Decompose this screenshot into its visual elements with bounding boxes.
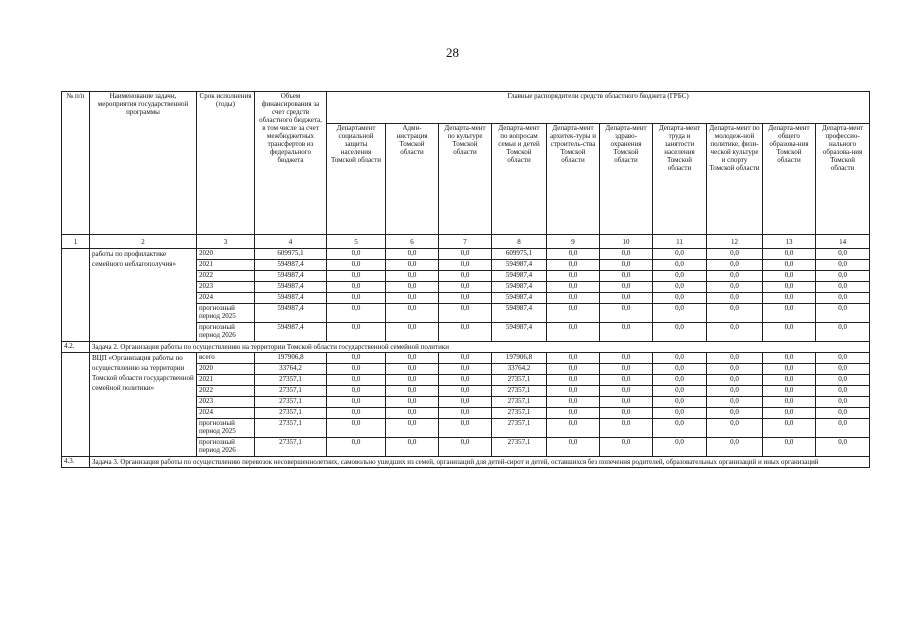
grbs-value-cell: 0,0 [653,293,707,304]
grbs-value-cell: 0,0 [653,304,707,323]
column-number: 12 [707,235,763,249]
column-number: 2 [90,235,197,249]
grbs-value-cell: 0,0 [600,293,653,304]
term-cell: 2023 [197,282,255,293]
grbs-value-cell: 0,0 [707,419,763,438]
term-cell: 2022 [197,386,255,397]
grbs-value-cell: 0,0 [439,260,492,271]
header-term: Срок исполнения (годы) [197,92,255,235]
total-cell: 27357,1 [255,397,327,408]
grbs-value-cell: 0,0 [816,293,870,304]
column-number: 10 [600,235,653,249]
grbs-value-cell: 0,0 [653,353,707,364]
grbs-value-cell: 0,0 [763,408,816,419]
grbs-value-cell: 0,0 [707,293,763,304]
grbs-value-cell: 0,0 [816,353,870,364]
header-total: Объем финансирования за счет средств областного бюджета, в том числе за счет межбюджетных трансфертов из федерального бюджета [255,92,327,235]
grbs-value-cell: 594987,4 [492,323,547,342]
grbs-value-cell: 0,0 [707,304,763,323]
grbs-value-cell: 0,0 [816,271,870,282]
grbs-value-cell: 27357,1 [492,419,547,438]
grbs-value-cell: 0,0 [653,408,707,419]
column-number: 7 [439,235,492,249]
grbs-value-cell: 0,0 [653,364,707,375]
grbs-value-cell: 0,0 [763,353,816,364]
grbs-value-cell: 0,0 [547,397,600,408]
column-number: 1 [62,235,90,249]
grbs-value-cell: 0,0 [386,260,439,271]
term-cell: 2021 [197,260,255,271]
term-cell: прогнозный период 2026 [197,323,255,342]
total-cell: 609975,1 [255,249,327,260]
grbs-value-cell: 0,0 [439,386,492,397]
grbs-value-cell: 0,0 [439,353,492,364]
grbs-value-cell: 0,0 [763,293,816,304]
total-cell: 27357,1 [255,408,327,419]
grbs-value-cell: 0,0 [327,293,386,304]
grbs-value-cell: 0,0 [386,282,439,293]
grbs-value-cell: 0,0 [816,323,870,342]
term-cell: прогнозный период 2026 [197,438,255,457]
grbs-value-cell: 0,0 [763,375,816,386]
header-name: Наименование задачи, мероприятия государственной программы [90,92,197,235]
budget-table [61,91,870,468]
total-cell: 27357,1 [255,375,327,386]
grbs-value-cell: 0,0 [439,282,492,293]
term-cell: 2022 [197,271,255,282]
grbs-value-cell: 0,0 [600,323,653,342]
grbs-value-cell: 0,0 [439,271,492,282]
grbs-value-cell: 0,0 [327,271,386,282]
grbs-value-cell: 0,0 [386,353,439,364]
grbs-value-cell: 0,0 [439,304,492,323]
grbs-value-cell: 0,0 [547,293,600,304]
grbs-value-cell: 0,0 [547,386,600,397]
measure-name: работы по профилактике семейного неблагополучия» [90,249,197,342]
grbs-value-cell: 0,0 [653,282,707,293]
grbs-value-cell: 0,0 [707,386,763,397]
column-number: 4 [255,235,327,249]
grbs-value-cell: 0,0 [600,304,653,323]
header-no: № п/п [62,92,90,235]
total-cell: 594987,4 [255,293,327,304]
grbs-value-cell: 27357,1 [492,375,547,386]
task-text: Задача 2. Организация работы по осуществлению на территории Томской области государственной семейной политики [90,342,870,353]
column-number: 13 [763,235,816,249]
grbs-value-cell: 0,0 [707,249,763,260]
grbs-value-cell: 0,0 [707,271,763,282]
header-grbs-labour: Департа-мент труда и занятости населения Томской области [653,124,707,235]
column-number-row [62,235,870,249]
header-grbs-youth: Департа-мент по молодеж-ной политике, физи-ческой культуре и спорту Томской области [707,124,763,235]
column-number: 3 [197,235,255,249]
total-cell: 594987,4 [255,304,327,323]
grbs-value-cell: 0,0 [707,375,763,386]
grbs-value-cell: 0,0 [547,353,600,364]
grbs-value-cell: 0,0 [386,375,439,386]
grbs-value-cell: 0,0 [386,438,439,457]
grbs-value-cell: 0,0 [763,282,816,293]
grbs-value-cell: 0,0 [653,260,707,271]
grbs-value-cell: 0,0 [327,419,386,438]
grbs-value-cell: 0,0 [816,386,870,397]
grbs-value-cell: 0,0 [327,282,386,293]
column-number: 14 [816,235,870,249]
grbs-value-cell: 0,0 [600,419,653,438]
term-cell: прогнозный период 2025 [197,304,255,323]
page-number: 28 [446,45,459,60]
grbs-value-cell: 0,0 [600,364,653,375]
term-cell: 2024 [197,408,255,419]
grbs-value-cell: 0,0 [327,375,386,386]
header-grbs-culture: Департа-мент по культуре Томской области [439,124,492,235]
grbs-value-cell: 33764,2 [492,364,547,375]
task-number: 4.3. [62,457,90,468]
term-cell: 2024 [197,293,255,304]
grbs-value-cell: 0,0 [547,438,600,457]
total-cell: 27357,1 [255,386,327,397]
column-number: 6 [386,235,439,249]
grbs-value-cell: 0,0 [327,249,386,260]
grbs-value-cell: 0,0 [386,304,439,323]
grbs-value-cell: 0,0 [707,282,763,293]
grbs-value-cell: 27357,1 [492,438,547,457]
grbs-value-cell: 0,0 [763,386,816,397]
grbs-value-cell: 0,0 [763,364,816,375]
total-cell: 594987,4 [255,323,327,342]
term-cell: 2021 [197,375,255,386]
grbs-value-cell: 0,0 [600,260,653,271]
grbs-value-cell: 0,0 [547,419,600,438]
header-grbs-family: Департа-мент по вопросам семьи и детей Томской области [492,124,547,235]
grbs-value-cell: 0,0 [386,397,439,408]
grbs-value-cell: 0,0 [327,386,386,397]
grbs-value-cell: 0,0 [707,438,763,457]
grbs-value-cell: 609975,1 [492,249,547,260]
total-cell: 27357,1 [255,419,327,438]
grbs-value-cell: 0,0 [327,408,386,419]
grbs-value-cell: 197906,8 [492,353,547,364]
term-cell: прогнозный период 2025 [197,419,255,438]
grbs-value-cell: 0,0 [600,271,653,282]
grbs-value-cell: 0,0 [816,260,870,271]
grbs-value-cell: 0,0 [816,438,870,457]
grbs-value-cell: 594987,4 [492,293,547,304]
grbs-value-cell: 0,0 [600,249,653,260]
grbs-value-cell: 0,0 [439,249,492,260]
table-row [62,353,870,364]
grbs-value-cell: 0,0 [816,249,870,260]
grbs-value-cell: 0,0 [763,419,816,438]
grbs-value-cell: 0,0 [816,397,870,408]
grbs-value-cell: 0,0 [327,353,386,364]
grbs-value-cell: 0,0 [386,249,439,260]
term-cell: 2020 [197,364,255,375]
grbs-value-cell: 0,0 [439,323,492,342]
grbs-value-cell: 0,0 [386,364,439,375]
grbs-value-cell: 594987,4 [492,271,547,282]
total-cell: 594987,4 [255,260,327,271]
grbs-value-cell: 0,0 [707,397,763,408]
grbs-value-cell: 0,0 [653,375,707,386]
row-number-cell [62,249,90,342]
grbs-value-cell: 0,0 [653,323,707,342]
grbs-value-cell: 0,0 [600,397,653,408]
grbs-value-cell: 0,0 [763,304,816,323]
grbs-value-cell: 0,0 [439,438,492,457]
grbs-value-cell: 0,0 [327,260,386,271]
grbs-value-cell: 0,0 [600,353,653,364]
term-cell: всего [197,353,255,364]
header-grbs-general-education: Департа-мент общего образова-ния Томской области [763,124,816,235]
grbs-value-cell: 0,0 [386,271,439,282]
grbs-value-cell: 0,0 [547,304,600,323]
grbs-value-cell: 594987,4 [492,260,547,271]
grbs-value-cell: 0,0 [653,397,707,408]
header-grbs-administration: Адми-нистрация Томской области [386,124,439,235]
grbs-value-cell: 0,0 [763,271,816,282]
grbs-value-cell: 0,0 [763,323,816,342]
grbs-value-cell: 0,0 [816,364,870,375]
task-text: Задача 3. Организация работы по осуществлению перевозок несовершеннолетних, самовольно ушедших из семей, организаций для детей-сирот и детей, оставшихся без попечения родителей, образовательных организаций и иных организаций [90,457,870,468]
grbs-value-cell: 0,0 [327,397,386,408]
grbs-value-cell: 0,0 [816,375,870,386]
grbs-value-cell: 0,0 [547,249,600,260]
header-grbs-title: Главные распорядители средств областного бюджета (ГРБС) [327,92,870,124]
grbs-value-cell: 0,0 [707,260,763,271]
table-row [62,249,870,260]
grbs-value-cell: 0,0 [707,353,763,364]
grbs-value-cell: 0,0 [547,408,600,419]
grbs-value-cell: 0,0 [600,282,653,293]
grbs-value-cell: 594987,4 [492,304,547,323]
grbs-value-cell: 0,0 [547,323,600,342]
grbs-value-cell: 0,0 [600,386,653,397]
grbs-value-cell: 0,0 [386,419,439,438]
term-cell: 2020 [197,249,255,260]
grbs-value-cell: 0,0 [707,408,763,419]
column-number: 5 [327,235,386,249]
grbs-value-cell: 0,0 [600,375,653,386]
grbs-value-cell: 0,0 [816,304,870,323]
total-cell: 594987,4 [255,271,327,282]
row-number-cell [62,353,90,457]
grbs-value-cell: 0,0 [439,408,492,419]
column-number: 9 [547,235,600,249]
grbs-value-cell: 594987,4 [492,282,547,293]
grbs-value-cell: 0,0 [763,438,816,457]
grbs-value-cell: 0,0 [547,260,600,271]
grbs-value-cell: 0,0 [439,364,492,375]
grbs-value-cell: 0,0 [386,323,439,342]
total-cell: 197906,8 [255,353,327,364]
task-row [62,457,870,468]
term-cell: 2023 [197,397,255,408]
grbs-value-cell: 0,0 [707,364,763,375]
grbs-value-cell: 0,0 [327,438,386,457]
total-cell: 27357,1 [255,438,327,457]
task-row [62,342,870,353]
grbs-value-cell: 0,0 [547,282,600,293]
header-grbs-architecture: Департа-мент архитек-туры и строитель-ства Томской области [547,124,600,235]
grbs-value-cell: 0,0 [386,386,439,397]
grbs-value-cell: 0,0 [327,323,386,342]
header-grbs-professional-education: Департа-мент профессио-нального образова-ния Томской области [816,124,870,235]
grbs-value-cell: 0,0 [816,408,870,419]
header-grbs-social: Департамент социальной защиты населения Томской области [327,124,386,235]
grbs-value-cell: 27357,1 [492,408,547,419]
grbs-value-cell: 0,0 [547,364,600,375]
grbs-value-cell: 0,0 [439,375,492,386]
grbs-value-cell: 0,0 [386,293,439,304]
grbs-value-cell: 0,0 [439,397,492,408]
grbs-value-cell: 0,0 [763,249,816,260]
grbs-value-cell: 27357,1 [492,397,547,408]
grbs-value-cell: 0,0 [327,304,386,323]
grbs-value-cell: 0,0 [547,375,600,386]
grbs-value-cell: 0,0 [763,397,816,408]
grbs-value-cell: 0,0 [327,364,386,375]
column-number: 11 [653,235,707,249]
header-grbs-health: Департа-мент здраво-охранения Томской области [600,124,653,235]
grbs-value-cell: 0,0 [439,419,492,438]
measure-name: ВЦП «Организация работы по осуществлению на территории Томской области государственной семейной политики» [90,353,197,457]
grbs-value-cell: 0,0 [816,419,870,438]
grbs-value-cell: 0,0 [816,282,870,293]
grbs-value-cell: 0,0 [600,408,653,419]
total-cell: 594987,4 [255,282,327,293]
grbs-value-cell: 0,0 [547,271,600,282]
grbs-value-cell: 27357,1 [492,386,547,397]
grbs-value-cell: 0,0 [386,408,439,419]
task-number: 4.2. [62,342,90,353]
grbs-value-cell: 0,0 [653,271,707,282]
grbs-value-cell: 0,0 [653,438,707,457]
total-cell: 33764,2 [255,364,327,375]
grbs-value-cell: 0,0 [439,293,492,304]
grbs-value-cell: 0,0 [707,323,763,342]
column-number: 8 [492,235,547,249]
grbs-value-cell: 0,0 [763,260,816,271]
grbs-value-cell: 0,0 [600,438,653,457]
grbs-value-cell: 0,0 [653,249,707,260]
grbs-value-cell: 0,0 [653,419,707,438]
grbs-value-cell: 0,0 [653,386,707,397]
